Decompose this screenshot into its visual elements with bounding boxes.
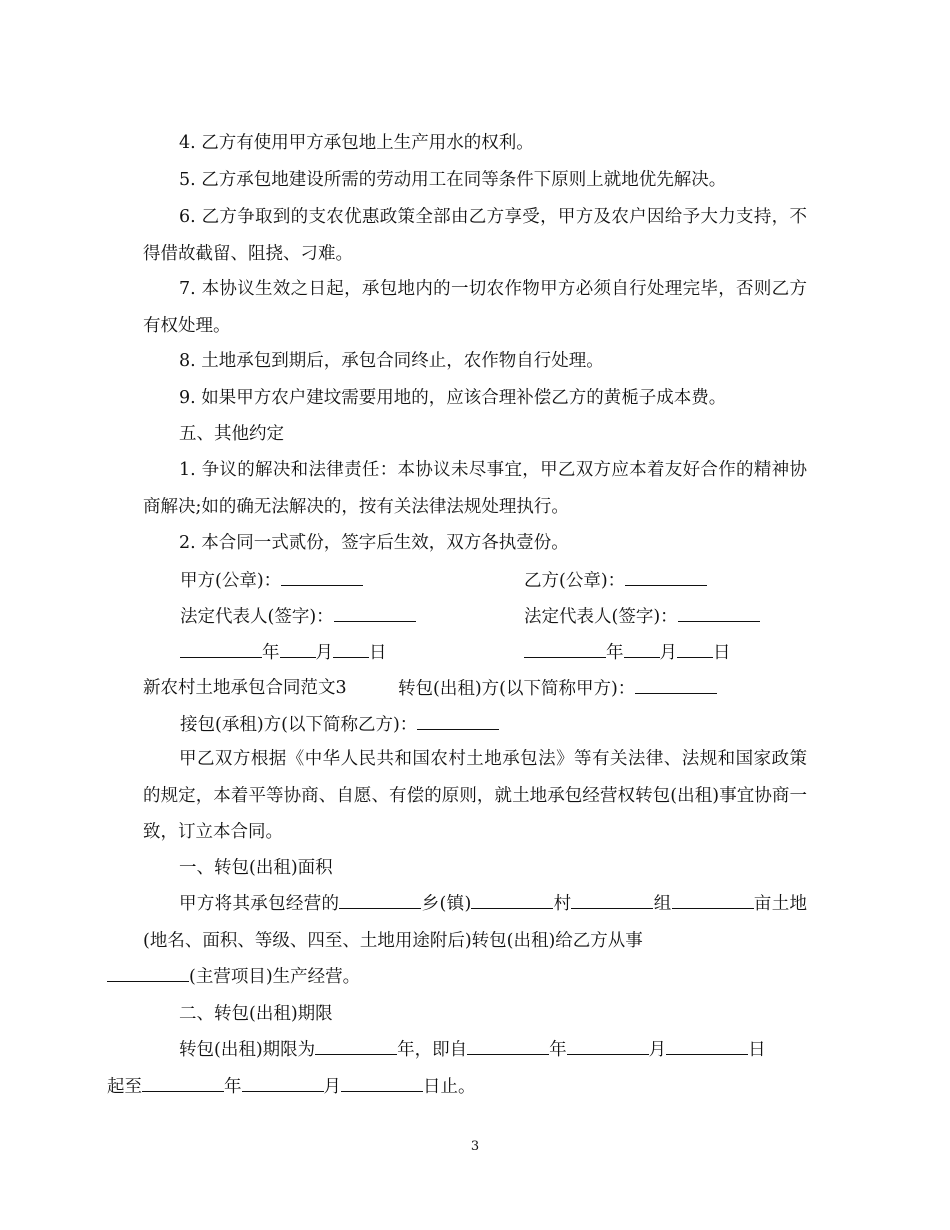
signature-rep-b: 法定代表人(签字)： <box>524 606 760 627</box>
blank-line <box>625 570 707 586</box>
blank-line <box>242 1076 324 1092</box>
clause-7: 7. 本协议生效之日起，承包地内的一切农作物甲方必须自行处理完毕，否则乙方有权处理。 <box>143 279 807 336</box>
section-2-body: 转包(出租)期限为 年，即自 年 月 日 起至 年 月 日止。 <box>107 1040 766 1097</box>
blank-line <box>571 893 653 909</box>
blank-line <box>624 642 660 658</box>
clause-8: 8. 土地承包到期后，承包合同终止，农作物自行处理。 <box>179 351 604 371</box>
blank-line <box>672 893 754 909</box>
blank-line <box>677 642 713 658</box>
contract-3-intro: 甲乙双方根据《中华人民共和国农村土地承包法》等有关法律、法规和国家政策的规定，本着平等协商、自愿、有偿的原则，就土地承包经营权转包(出租)事宜协商一致，订立本合同。 <box>143 749 807 842</box>
blank-line <box>471 893 553 909</box>
blank-line <box>524 642 606 658</box>
blank-line <box>142 1076 224 1092</box>
signature-party-b: 乙方(公章)： <box>524 570 707 591</box>
section-5-clause-2: 2. 本合同一式贰份，签字后生效，双方各执壹份。 <box>179 533 569 553</box>
blank-line <box>339 893 421 909</box>
blank-line <box>678 606 760 622</box>
blank-line <box>417 714 499 730</box>
clause-4: 4. 乙方有使用甲方承包地上生产用水的权利。 <box>179 133 534 153</box>
section-1-title: 一、转包(出租)面积 <box>179 858 333 878</box>
blank-line <box>180 642 262 658</box>
lessor-line: 转包(出租)方(以下简称甲方)： <box>398 678 717 699</box>
blank-line <box>341 1076 423 1092</box>
blank-line <box>281 570 363 586</box>
signature-date-b: 年 月 日 <box>524 642 731 663</box>
blank-line <box>280 642 316 658</box>
section-5-clause-1: 1. 争议的解决和法律责任：本协议未尽事宜，甲乙双方应本着友好合作的精神协商解决;如的确无法解决的，按有关法律法规处理执行。 <box>143 460 807 517</box>
clause-5: 5. 乙方承包地建设所需的劳动用工在同等条件下原则上就地优先解决。 <box>179 170 727 190</box>
lessee-line: 接包(承租)方(以下简称乙方)： <box>180 714 499 735</box>
section-1-body: 甲方将其承包经营的 乡(镇) 村 组 亩土地(地名、面积、等级、四至、土地用途附后)转包(出租)给乙方从事 (主营项目)生产经营。 <box>143 886 807 996</box>
section-2-title: 二、转包(出租)期限 <box>179 1004 333 1024</box>
contract-3-title: 新农村土地承包合同范文3 <box>143 678 347 698</box>
signature-party-a: 甲方(公章)： <box>180 570 363 591</box>
blank-line <box>467 1039 549 1055</box>
clause-6: 6. 乙方争取到的支农优惠政策全部由乙方享受，甲方及农户因给予大力支持，不得借故截留、阻挠、刁难。 <box>143 207 807 264</box>
signature-rep-a: 法定代表人(签字)： <box>180 606 416 627</box>
blank-line <box>666 1039 748 1055</box>
page-number: 3 <box>470 1139 480 1154</box>
blank-line <box>107 966 189 982</box>
blank-line <box>333 642 369 658</box>
blank-line <box>635 678 717 694</box>
blank-line <box>315 1039 397 1055</box>
signature-date-a: 年 月 日 <box>180 642 387 663</box>
blank-line <box>567 1039 649 1055</box>
section-5-title: 五、其他约定 <box>179 424 284 444</box>
clause-9: 9. 如果甲方农户建坟需要用地的，应该合理补偿乙方的黄栀子成本费。 <box>179 388 727 408</box>
blank-line <box>334 606 416 622</box>
